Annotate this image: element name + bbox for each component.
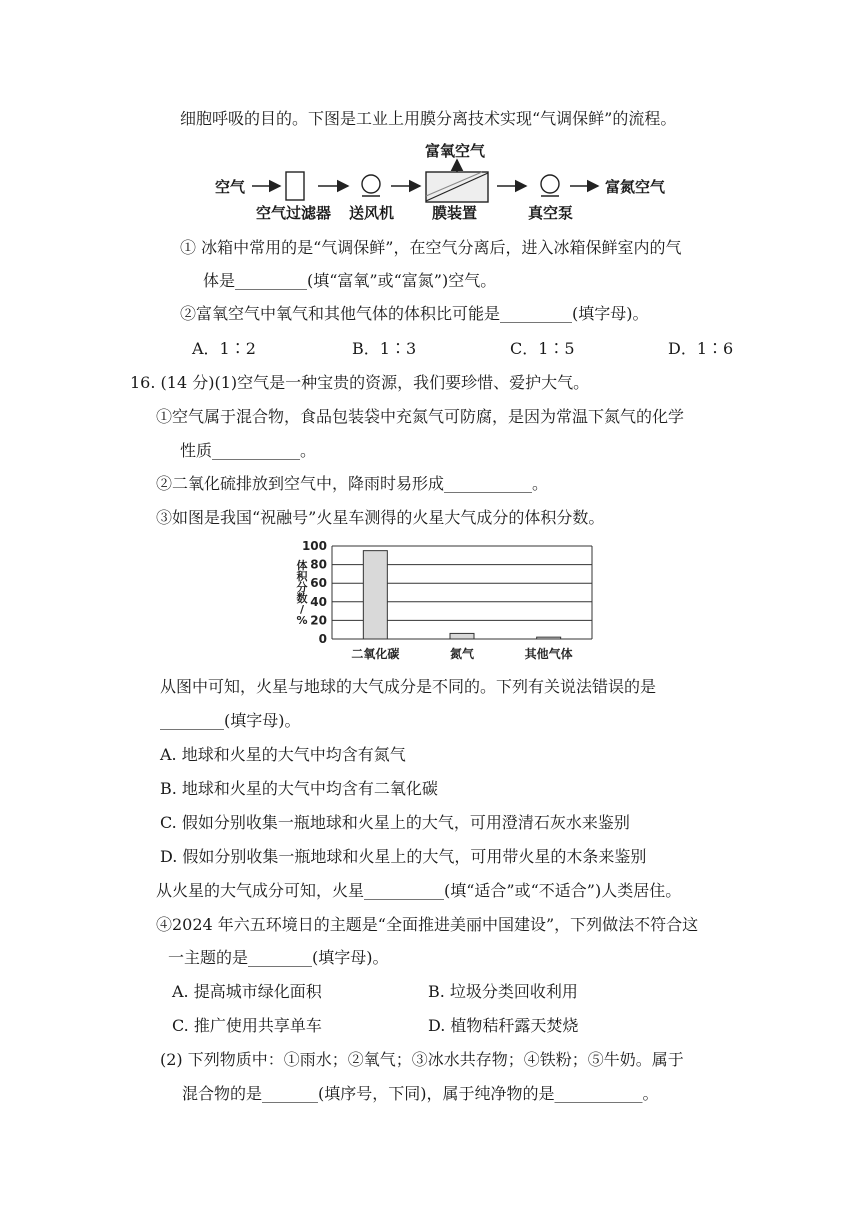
q15-sub1-line1: ① 冰箱中常用的是“气调保鲜”，在空气分离后，进入冰箱保鲜室内的气	[180, 238, 682, 257]
x-tick-label: 其他气体	[524, 647, 573, 661]
q16-s4-option-b: B. 垃圾分类回收利用	[428, 982, 578, 1001]
flow-nitrogen-label: 富氮空气	[605, 178, 666, 196]
q16-suitable: 从火星的大气成分可知，火星__________(填“适合”或“不适合”)人类居住。	[156, 881, 682, 900]
blower-symbol	[362, 175, 380, 193]
x-tick-label: 氮气	[449, 647, 475, 661]
bar-1	[363, 551, 387, 639]
q16-choice-a: A. 地球和火星的大气中均含有氮气	[160, 745, 406, 764]
filter-box	[286, 172, 304, 200]
q16-heading: 16. (14 分)(1)空气是一种宝贵的资源，我们要珍惜、爱护大气。	[130, 373, 590, 392]
q15-option-d: D．1∶6	[668, 339, 734, 358]
q16-s2: ②二氧化硫排放到空气中，降雨时易形成___________。	[156, 474, 549, 493]
q15-sub1-line2: 体是_________(填“富氧”或“富氮”)空气。	[203, 271, 497, 290]
q16-s4-option-a: A. 提高城市绿化面积	[172, 982, 322, 1001]
y-axis-label-char: 体	[296, 559, 308, 572]
flow-filter-label: 空气过滤器	[256, 204, 332, 222]
q15-option-c: C．1∶5	[510, 339, 575, 358]
q15-option-b: B．1∶3	[352, 339, 417, 358]
intro-text: 细胞呼吸的目的。下图是工业上用膜分离技术实现“气调保鲜”的流程。	[180, 109, 677, 128]
y-tick-label: 40	[310, 594, 327, 609]
q16-part2-line2: 混合物的是_______(填序号，下同)，属于纯净物的是___________。	[182, 1084, 659, 1103]
flow-pump-label: 真空泵	[528, 204, 574, 222]
q16-choice-c: C. 假如分别收集一瓶地球和火星上的大气，可用澄清石灰水来鉴别	[160, 813, 630, 832]
q16-after-chart-line1: 从图中可知，火星与地球的大气成分是不同的。下列有关说法错误的是	[160, 677, 657, 696]
q16-choice-d: D. 假如分别收集一瓶地球和火星上的大气，可用带火星的木条来鉴别	[160, 847, 647, 866]
y-tick-label: 100	[301, 539, 327, 553]
q16-s3: ③如图是我国“祝融号”火星车测得的火星大气成分的体积分数。	[156, 508, 605, 527]
bar-chart	[290, 535, 610, 665]
q15-option-a: A．1∶2	[192, 339, 256, 358]
q16-s4-option-c: C. 推广使用共享单车	[172, 1016, 322, 1035]
y-axis-label-char: 分	[296, 581, 308, 594]
q16-s1-line2: 性质___________。	[180, 441, 317, 460]
y-tick-label: 80	[310, 557, 327, 572]
q16-part2-line1: (2) 下列物质中：①雨水；②氧气；③冰水共存物；④铁粉；⑤牛奶。属于	[160, 1050, 684, 1069]
y-tick-label: 0	[318, 632, 327, 646]
y-axis-label-char: %	[296, 614, 308, 627]
q16-s4-line2: 一主题的是________(填字母)。	[168, 948, 389, 967]
q16-s4-line1: ④2024 年六五环境日的主题是“全面推进美丽中国建设”，下列做法不符合这	[156, 915, 699, 934]
q16-after-chart-line2: ________(填字母)。	[160, 711, 301, 730]
bar-3	[537, 637, 561, 639]
flow-air-label: 空气	[215, 178, 246, 196]
y-axis-label-char: /	[299, 603, 305, 616]
q15-sub2: ②富氧空气中氧气和其他气体的体积比可能是_________(填字母)。	[180, 304, 649, 323]
bar-2	[450, 633, 474, 639]
q16-s1-line1: ①空气属于混合物，食品包装袋中充氮气可防腐，是因为常温下氮气的化学	[156, 407, 685, 426]
y-axis-label-char: 数	[296, 592, 308, 605]
x-tick-label: 二氧化碳	[351, 647, 400, 661]
flow-membrane-label: 膜装置	[432, 204, 478, 222]
q16-s4-option-d: D. 植物秸秆露天焚烧	[428, 1016, 579, 1035]
y-tick-label: 60	[310, 576, 327, 591]
pump-symbol	[541, 175, 559, 193]
q16-choice-b: B. 地球和火星的大气中均含有二氧化碳	[160, 779, 438, 798]
bar-chart-svg	[290, 535, 610, 665]
flow-diagram-graphic	[0, 0, 860, 230]
y-axis-label-char: 积	[296, 570, 308, 583]
flow-blower-label: 送风机	[349, 204, 395, 222]
flow-oxygen-label: 富氧空气	[425, 142, 486, 160]
y-tick-label: 20	[310, 613, 327, 628]
